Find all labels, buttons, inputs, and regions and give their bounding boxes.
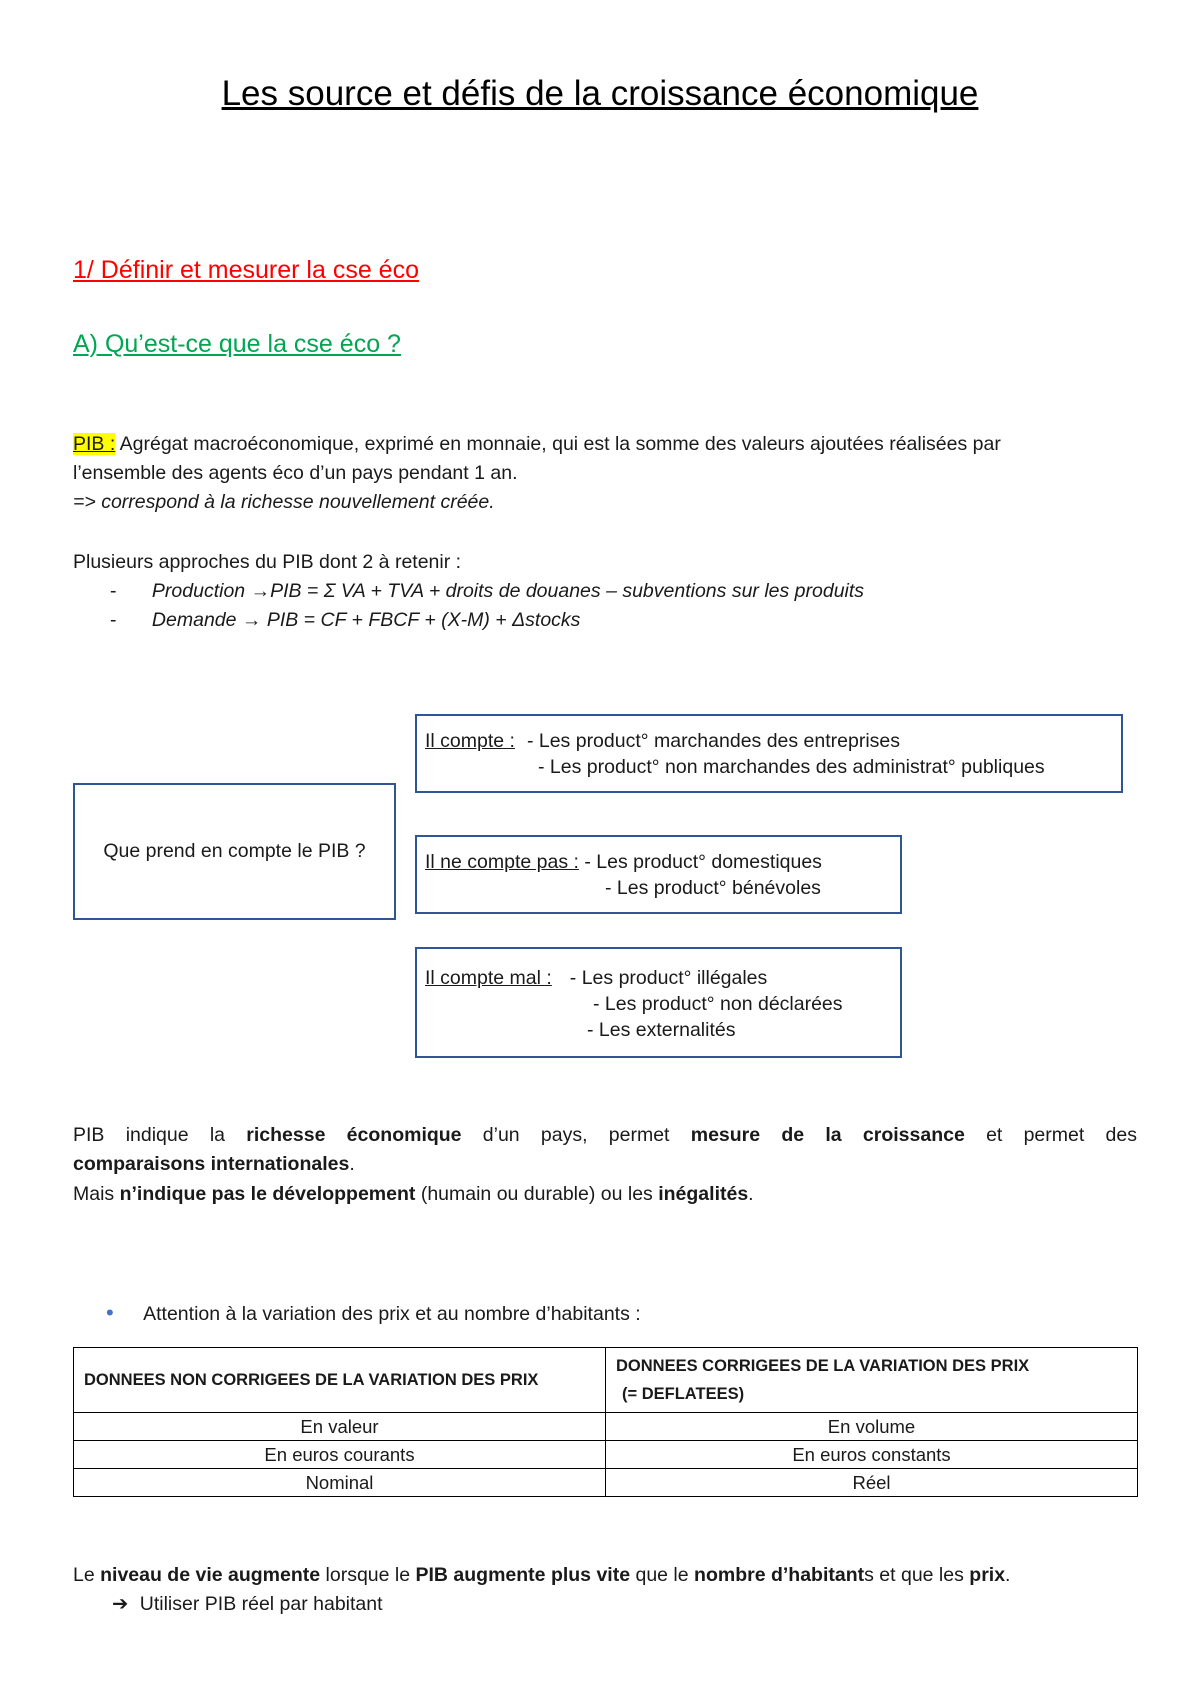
section-heading-a: A) Qu’est-ce que la cse éco ? [73, 330, 401, 358]
conclusion-line [73, 1561, 1010, 1590]
text: lorsque le [320, 1564, 416, 1586]
text: . [349, 1153, 355, 1175]
text: . [1005, 1564, 1011, 1586]
conclusion-sub [112, 1590, 383, 1619]
list-bullet: - [110, 580, 117, 602]
header-text: DONNEES NON CORRIGEES DE LA VARIATION DES PRIX [84, 1371, 539, 1389]
bold-text: prix [969, 1564, 1006, 1586]
table-row [74, 1441, 1138, 1469]
bold-text: richesse économique [246, 1124, 462, 1146]
arrow-icon: → [241, 609, 262, 631]
not-counts-box [415, 835, 902, 914]
attention-text: Attention à la variation des prix et au nombre d’habitants : [143, 1303, 641, 1325]
pib-definition [73, 430, 1001, 517]
approach-demande [110, 606, 580, 635]
counts-badly-item: - Les product° non déclarées [593, 993, 843, 1015]
counts-badly-label: Il compte mal : [425, 967, 552, 989]
text: et permet des [964, 1124, 1137, 1146]
bold-text: comparaisons internationales [73, 1153, 350, 1175]
table-header-cell [74, 1348, 606, 1413]
counts-badly-box [415, 947, 902, 1058]
pib-term: PIB : [73, 433, 116, 455]
pib-paragraph-line3 [73, 1180, 754, 1209]
text: (humain ou durable) ou les [415, 1183, 659, 1205]
bold-text: n’indique pas le développement [119, 1183, 416, 1205]
approach-production [110, 577, 864, 606]
arrow-icon: → [250, 580, 271, 602]
text: . [748, 1183, 754, 1205]
price-variation-table [73, 1347, 1138, 1497]
arrow-icon: ➔ [112, 1593, 129, 1615]
bullet-icon: • [106, 1300, 114, 1325]
pib-definition-line2: l’ensemble des agents éco d’un pays pendant 1 an. [73, 462, 518, 484]
bold-text: PIB augmente plus vite [415, 1564, 631, 1586]
bold-text: niveau de vie augmente [100, 1564, 321, 1586]
counts-item: - Les product° marchandes des entreprises [526, 730, 901, 752]
bold-text: mesure de la croissance [690, 1124, 965, 1146]
counts-badly-item: - Les product° illégales [569, 967, 768, 989]
counts-item: - Les product° non marchandes des administrat° publiques [538, 756, 1045, 778]
text: que le [630, 1564, 695, 1586]
attention-item [106, 1298, 641, 1329]
not-counts-label: Il ne compte pas : [425, 851, 579, 873]
table-cell: En volume [606, 1413, 1138, 1441]
header-text: DONNEES CORRIGEES DE LA VARIATION DES PRIX [616, 1357, 1030, 1375]
pib-question-box [73, 783, 396, 920]
table-cell: Réel [606, 1469, 1138, 1497]
pib-paragraph-line1 [73, 1121, 1137, 1150]
approach-label: Demande [151, 609, 237, 631]
counts-box [415, 714, 1123, 793]
text: PIB indique la [73, 1124, 247, 1146]
table-cell: En euros courants [74, 1441, 606, 1469]
not-counts-item: - Les product° domestiques [584, 851, 822, 873]
text: s et que les [864, 1564, 970, 1586]
pib-definition-line1: Agrégat macroéconomique, exprimé en monnaie, qui est la somme des valeurs ajoutées réalisées par [115, 433, 1001, 455]
counts-label: Il compte : [425, 730, 515, 752]
header-text: (= DEFLATEES) [622, 1385, 745, 1403]
conclusion-sub-text: Utiliser PIB réel par habitant [139, 1593, 383, 1615]
table-header-cell [606, 1348, 1138, 1413]
list-bullet: - [110, 609, 117, 631]
table-header-row [74, 1348, 1138, 1413]
table-row [74, 1413, 1138, 1441]
pib-question: Que prend en compte le PIB ? [103, 840, 366, 862]
text: Mais [73, 1183, 120, 1205]
approach-formula: PIB = Σ VA + TVA + droits de douanes – subventions sur les produits [270, 580, 865, 602]
text: d’un pays, permet [461, 1124, 691, 1146]
bold-text: inégalités [658, 1183, 749, 1205]
pib-definition-line3: => correspond à la richesse nouvellement créée. [73, 491, 495, 513]
approach-label: Production [151, 580, 246, 602]
page-title: Les source et défis de la croissance économique [221, 74, 979, 113]
bold-text: nombre d’habitant [694, 1564, 865, 1586]
pib-paragraph-line2 [73, 1150, 355, 1179]
not-counts-item: - Les product° bénévoles [605, 877, 821, 899]
table-cell: Nominal [74, 1469, 606, 1497]
table-cell: En valeur [74, 1413, 606, 1441]
section-heading-1: 1/ Définir et mesurer la cse éco [73, 256, 419, 284]
approach-formula: PIB = CF + FBCF + (X-M) + Δstocks [266, 609, 581, 631]
table-row [74, 1469, 1138, 1497]
text: Le [73, 1564, 101, 1586]
counts-badly-item: - Les externalités [587, 1019, 736, 1041]
table-cell: En euros constants [606, 1441, 1138, 1469]
approaches-intro: Plusieurs approches du PIB dont 2 à retenir : [73, 551, 462, 573]
